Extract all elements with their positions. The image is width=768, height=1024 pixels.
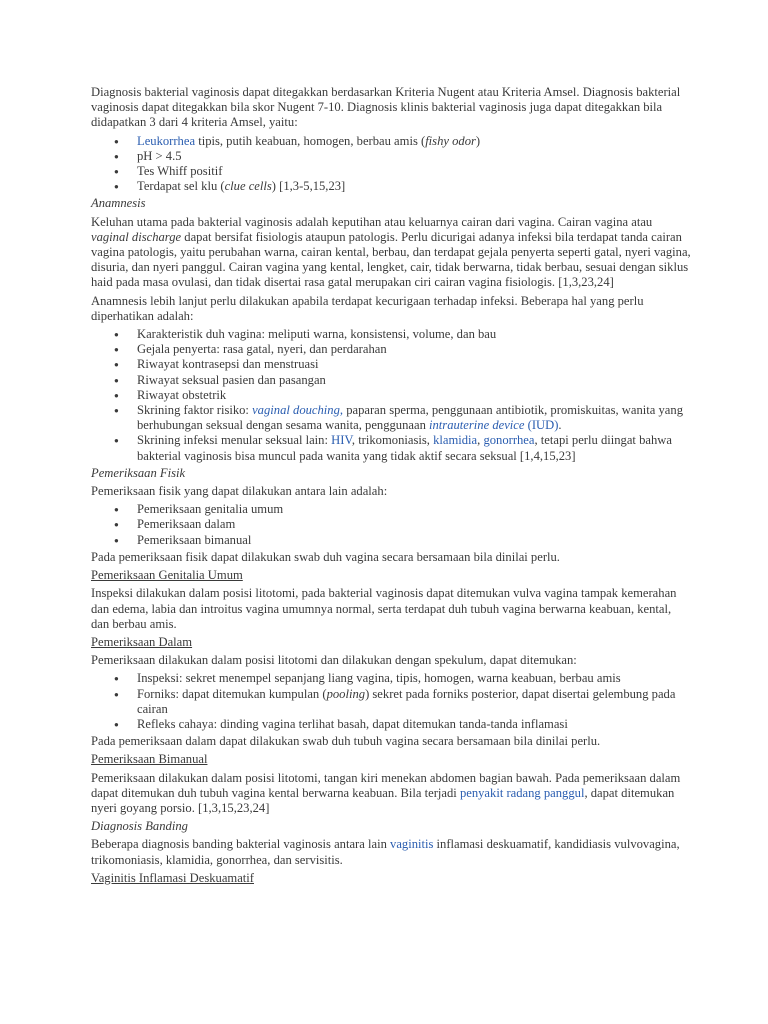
genitalia-umum-heading: Pemeriksaan Genitalia Umum: [91, 568, 243, 583]
leukorrhea-link[interactable]: Leukorrhea: [137, 133, 196, 148]
list-item: ● pH > 4.5: [91, 149, 691, 164]
intro-paragraph: Diagnosis bakterial vaginosis dapat ditegakkan berdasarkan Kriteria Nugent atau Kriteria Amsel. Diagnosis bakterial vaginosis dapat ditegakkan bila skor Nugent 7-10. Diagnosis klinis bakterial vaginosis juga dapat ditegakkan bila didapatkan 3 dari 4 kriteria Amsel, yaitu:: [91, 85, 681, 130]
list-item: ● Riwayat seksual pasien dan pasangan: [91, 373, 691, 388]
amsel-criteria-list: [91, 134, 691, 195]
pemeriksaan-fisik-heading: Pemeriksaan Fisik: [91, 465, 186, 480]
pemeriksaan-bimanual-heading: Pemeriksaan Bimanual: [91, 752, 208, 767]
list-item: ● Pemeriksaan dalam: [91, 517, 691, 532]
list-item: ● Skrining faktor risiko: vaginal douching, paparan sperma, penggunaan antibiotik, promiskuitas, wanita yang berhubungan seksual dengan sesama wanita, penggunaan intrauterine device (IUD).: [91, 403, 691, 433]
banding-paragraph: Beberapa diagnosis banding bakterial vaginosis antara lain vaginitis inflamasi deskuamatif, kandidiasis vulvovagina, trikomoniasis, klamidia, gonorrhea, dan servisitis.: [91, 837, 680, 867]
dalam-list: [91, 671, 691, 732]
genitalia-paragraph: Inspeksi dilakukan dalam posisi litotomi, pada bakterial vaginosis dapat ditemukan vulva vagina tampak kemerahan dan edema, labia dan introitus vagina umumnya normal, serta terdapat duh tubuh vagina berwarna keabuan, kental, dan berbau amis.: [91, 586, 677, 631]
vaginitis-inflamasi-heading: Vaginitis Inflamasi Deskuamatif: [91, 870, 254, 885]
list-item: ● Forniks: dapat ditemukan kumpulan (pooling) sekret pada forniks posterior, dapat disertai gelembung pada cairan: [91, 687, 691, 717]
list-item: ● Riwayat kontrasepsi dan menstruasi: [91, 357, 691, 372]
list-item: ● Karakteristik duh vagina: meliputi warna, konsistensi, volume, dan bau: [91, 327, 691, 342]
fisik-paragraph-2: Pada pemeriksaan fisik dapat dilakukan swab duh vagina secara bersamaan bila dinilai perlu.: [91, 549, 560, 564]
list-item: ● Riwayat obstetrik: [91, 388, 691, 403]
dalam-paragraph: Pemeriksaan dilakukan dalam posisi litotomi dan dilakukan dengan spekulum, dapat ditemukan:: [91, 653, 577, 668]
list-item: ● Inspeksi: sekret menempel sepanjang liang vagina, tipis, homogen, warna keabuan, berbau amis: [91, 671, 691, 686]
hiv-link[interactable]: HIV: [331, 433, 352, 448]
document-body: [91, 85, 691, 889]
fisik-list: [91, 502, 691, 548]
gonorrhea-link[interactable]: gonorrhea: [483, 433, 535, 448]
fisik-paragraph: Pemeriksaan fisik yang dapat dilakukan antara lain adalah:: [91, 484, 388, 499]
diagnosis-banding-heading: Diagnosis Banding: [91, 819, 188, 834]
penyakit-radang-panggul-link[interactable]: penyakit radang panggul: [459, 785, 585, 800]
list-item: ● Skrining infeksi menular seksual lain: HIV, trikomoniasis, klamidia, gonorrhea, tetapi perlu diingat bahwa bakterial vaginosis bisa muncul pada wanita yang tidak aktif secara seksual [1,4,15,23]: [91, 433, 691, 463]
anamnesis-paragraph: Keluhan utama pada bakterial vaginosis adalah keputihan atau keluarnya cairan dari vagina. Cairan vagina atau vaginal discharge dapat bersifat fisiologis ataupun patologis. Perlu dicurigai adanya infeksi bila terdapat tanda cairan vagina patologis, yaitu perubahan warna, cairan kental, berbau, dan terdapat gejala penyerta seperti gatal, nyeri vagina, disuria, dan nyeri panggul. Cairan vagina yang kental, lengket, cair, tidak berwarna, tidak berbau, sesuai dengan siklus haid pada masa ovulasi, dan tidak disertai rasa gatal merupakan ciri cairan vagina fisiologis. [1,3,23,24]: [91, 214, 691, 290]
dalam-paragraph-2: Pada pemeriksaan dalam dapat dilakukan swab duh tubuh vagina secara bersamaan bila dinilai perlu.: [91, 734, 601, 749]
list-item: ● Gejala penyerta: rasa gatal, nyeri, dan perdarahan: [91, 342, 691, 357]
list-item: ● Pemeriksaan bimanual: [91, 533, 691, 548]
vaginal-douching-link[interactable]: vaginal douching,: [252, 403, 344, 418]
list-item: ● Pemeriksaan genitalia umum: [91, 502, 691, 517]
anamnesis-list: [91, 327, 691, 464]
anamnesis-paragraph-2: Anamnesis lebih lanjut perlu dilakukan apabila terdapat kecurigaan terhadap infeksi. Beberapa hal yang perlu diperhatikan adalah:: [91, 293, 644, 323]
anamnesis-heading: Anamnesis: [91, 196, 146, 211]
bimanual-paragraph: Pemeriksaan dilakukan dalam posisi litotomi, tangan kiri menekan abdomen bagian bawah. Pada pemeriksaan dalam dapat ditemukan duh tubuh vagina kental berwarna keabuan. Bila terjadi penyakit radang panggul, dapat ditemukan nyeri goyang porsio. [1,3,15,23,24]: [91, 770, 681, 815]
intrauterine-device-link[interactable]: intrauterine device (IUD): [429, 418, 559, 433]
list-item: ● Refleks cahaya: dinding vagina terlihat basah, dapat ditemukan tanda-tanda inflamasi: [91, 717, 691, 732]
pemeriksaan-dalam-heading: Pemeriksaan Dalam: [91, 634, 193, 649]
list-item: ● Tes Whiff positif: [91, 164, 691, 179]
klamidia-link[interactable]: klamidia: [433, 433, 478, 448]
vaginitis-link[interactable]: vaginitis: [390, 837, 434, 852]
list-item: ● Terdapat sel klu (clue cells) [1,3-5,15,23]: [91, 179, 691, 194]
list-item: ● Leukorrhea tipis, putih keabuan, homogen, berbau amis (fishy odor): [91, 134, 691, 149]
